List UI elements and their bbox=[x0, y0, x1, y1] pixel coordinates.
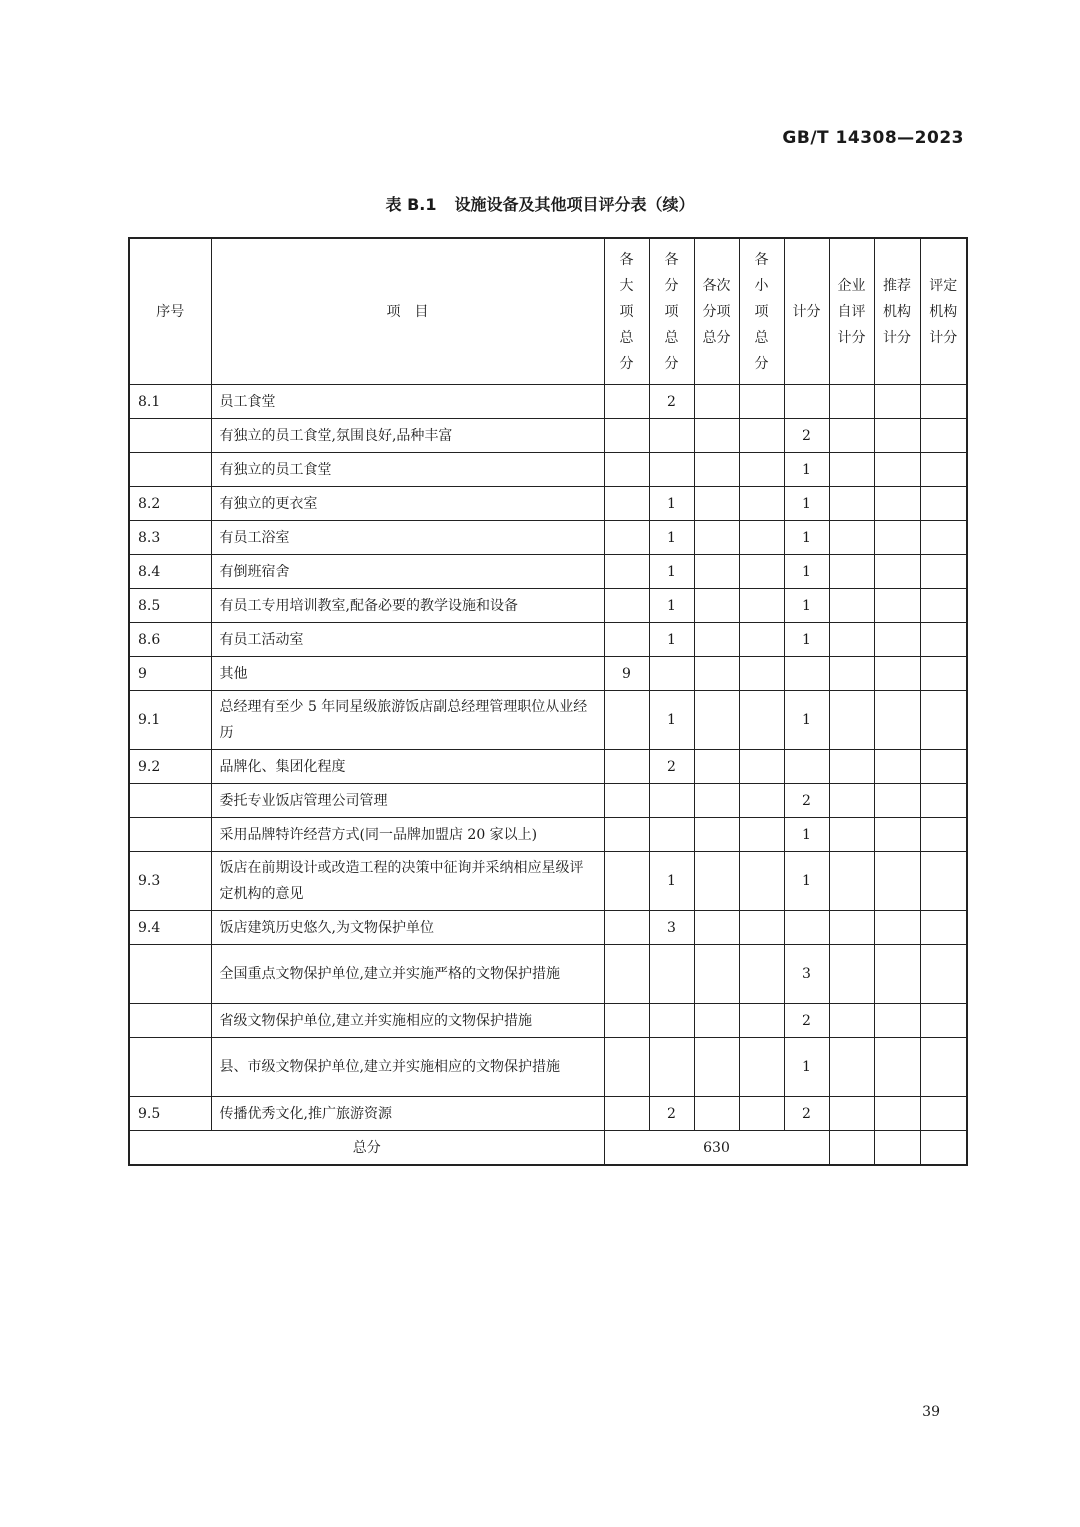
row-sub-total: 1 bbox=[649, 691, 694, 750]
row-major-total bbox=[604, 589, 649, 623]
row-seq: 8.2 bbox=[129, 487, 211, 521]
row-assess-score bbox=[920, 945, 967, 1004]
row-minor-total bbox=[739, 623, 784, 657]
row-recommend-score bbox=[874, 521, 920, 555]
row-score: 1 bbox=[784, 589, 829, 623]
row-seq: 8.3 bbox=[129, 521, 211, 555]
row-enterprise-score bbox=[829, 419, 874, 453]
row-recommend-score bbox=[874, 487, 920, 521]
row-assess-score bbox=[920, 911, 967, 945]
row-seq: 8.6 bbox=[129, 623, 211, 657]
row-secondary-total bbox=[694, 818, 739, 852]
row-major-total bbox=[604, 1038, 649, 1097]
row-item: 有员工活动室 bbox=[211, 623, 604, 657]
row-sub-total: 3 bbox=[649, 911, 694, 945]
row-recommend-score bbox=[874, 818, 920, 852]
row-enterprise-score bbox=[829, 911, 874, 945]
row-item: 全国重点文物保护单位,建立并实施严格的文物保护措施 bbox=[211, 945, 604, 1004]
row-sub-total: 1 bbox=[649, 487, 694, 521]
row-enterprise-score bbox=[829, 691, 874, 750]
row-item: 饭店在前期设计或改造工程的决策中征询并采纳相应星级评定机构的意见 bbox=[211, 852, 604, 911]
table-row bbox=[129, 453, 967, 487]
row-assess-score bbox=[920, 419, 967, 453]
row-recommend-score bbox=[874, 657, 920, 691]
row-assess-score bbox=[920, 852, 967, 911]
row-assess-score bbox=[920, 1038, 967, 1097]
row-major-total bbox=[604, 1097, 649, 1131]
row-assess-score bbox=[920, 784, 967, 818]
row-sub-total bbox=[649, 419, 694, 453]
row-assess-score bbox=[920, 385, 967, 419]
row-recommend-score bbox=[874, 555, 920, 589]
row-score: 1 bbox=[784, 487, 829, 521]
header-secondary-total: 各次 分项 总分 bbox=[694, 238, 739, 385]
row-minor-total bbox=[739, 487, 784, 521]
row-seq bbox=[129, 818, 211, 852]
row-major-total bbox=[604, 453, 649, 487]
row-item: 饭店建筑历史悠久,为文物保护单位 bbox=[211, 911, 604, 945]
row-minor-total bbox=[739, 818, 784, 852]
table-number: 表 B.1 bbox=[385, 195, 437, 214]
row-minor-total bbox=[739, 453, 784, 487]
row-score: 1 bbox=[784, 852, 829, 911]
row-secondary-total bbox=[694, 945, 739, 1004]
row-enterprise-score bbox=[829, 945, 874, 1004]
page-number: 39 bbox=[922, 1404, 940, 1420]
row-enterprise-score bbox=[829, 1038, 874, 1097]
row-item: 委托专业饭店管理公司管理 bbox=[211, 784, 604, 818]
row-sub-total bbox=[649, 818, 694, 852]
row-enterprise-score bbox=[829, 750, 874, 784]
row-score bbox=[784, 385, 829, 419]
row-score: 1 bbox=[784, 521, 829, 555]
table-row bbox=[129, 589, 967, 623]
row-assess-score bbox=[920, 521, 967, 555]
row-score: 3 bbox=[784, 945, 829, 1004]
row-sub-total bbox=[649, 945, 694, 1004]
row-major-total bbox=[604, 419, 649, 453]
row-major-total bbox=[604, 818, 649, 852]
row-seq: 9 bbox=[129, 657, 211, 691]
table-row bbox=[129, 945, 967, 1004]
row-recommend-score bbox=[874, 453, 920, 487]
row-assess-score bbox=[920, 691, 967, 750]
row-recommend-score bbox=[874, 911, 920, 945]
row-item: 省级文物保护单位,建立并实施相应的文物保护措施 bbox=[211, 1004, 604, 1038]
row-minor-total bbox=[739, 1097, 784, 1131]
row-item: 有倒班宿舍 bbox=[211, 555, 604, 589]
row-seq bbox=[129, 1038, 211, 1097]
row-item: 员工食堂 bbox=[211, 385, 604, 419]
row-secondary-total bbox=[694, 419, 739, 453]
row-sub-total: 1 bbox=[649, 521, 694, 555]
document-code: GB/T 14308—2023 bbox=[782, 128, 964, 148]
row-recommend-score bbox=[874, 623, 920, 657]
table-header-row bbox=[129, 238, 967, 385]
row-minor-total bbox=[739, 657, 784, 691]
row-seq bbox=[129, 945, 211, 1004]
row-enterprise-score bbox=[829, 521, 874, 555]
row-secondary-total bbox=[694, 1004, 739, 1038]
scoring-table bbox=[128, 237, 968, 1166]
row-seq: 8.5 bbox=[129, 589, 211, 623]
row-seq: 8.4 bbox=[129, 555, 211, 589]
row-minor-total bbox=[739, 1038, 784, 1097]
row-recommend-score bbox=[874, 945, 920, 1004]
table-row bbox=[129, 623, 967, 657]
row-major-total bbox=[604, 555, 649, 589]
row-score: 1 bbox=[784, 453, 829, 487]
row-sub-total bbox=[649, 784, 694, 818]
row-sub-total bbox=[649, 453, 694, 487]
row-item: 采用品牌特许经营方式(同一品牌加盟店 20 家以上) bbox=[211, 818, 604, 852]
row-minor-total bbox=[739, 750, 784, 784]
row-minor-total bbox=[739, 911, 784, 945]
row-enterprise-score bbox=[829, 1004, 874, 1038]
row-sub-total: 2 bbox=[649, 750, 694, 784]
row-enterprise-score bbox=[829, 784, 874, 818]
row-score bbox=[784, 657, 829, 691]
row-secondary-total bbox=[694, 852, 739, 911]
row-enterprise-score bbox=[829, 487, 874, 521]
row-recommend-score bbox=[874, 852, 920, 911]
row-score: 1 bbox=[784, 1038, 829, 1097]
row-minor-total bbox=[739, 385, 784, 419]
header-assess-score: 评定 机构 计分 bbox=[920, 238, 967, 385]
row-minor-total bbox=[739, 852, 784, 911]
table-row bbox=[129, 852, 967, 911]
header-major-total: 各 大 项 总 分 bbox=[604, 238, 649, 385]
row-assess-score bbox=[920, 589, 967, 623]
table-row bbox=[129, 657, 967, 691]
row-seq bbox=[129, 1004, 211, 1038]
row-recommend-score bbox=[874, 1038, 920, 1097]
row-minor-total bbox=[739, 945, 784, 1004]
row-assess-score bbox=[920, 1004, 967, 1038]
row-secondary-total bbox=[694, 521, 739, 555]
row-minor-total bbox=[739, 555, 784, 589]
row-major-total bbox=[604, 691, 649, 750]
row-item: 传播优秀文化,推广旅游资源 bbox=[211, 1097, 604, 1131]
row-assess-score bbox=[920, 1097, 967, 1131]
row-secondary-total bbox=[694, 453, 739, 487]
row-enterprise-score bbox=[829, 657, 874, 691]
table-row bbox=[129, 1004, 967, 1038]
table-row bbox=[129, 911, 967, 945]
row-sub-total: 1 bbox=[649, 589, 694, 623]
row-score: 2 bbox=[784, 1097, 829, 1131]
row-item: 有员工浴室 bbox=[211, 521, 604, 555]
row-secondary-total bbox=[694, 657, 739, 691]
row-score: 2 bbox=[784, 784, 829, 818]
table-row bbox=[129, 385, 967, 419]
header-recommend-score: 推荐 机构 计分 bbox=[874, 238, 920, 385]
row-enterprise-score bbox=[829, 453, 874, 487]
header-sub-total: 各 分 项 总 分 bbox=[649, 238, 694, 385]
row-recommend-score bbox=[874, 419, 920, 453]
row-assess-score bbox=[920, 555, 967, 589]
row-assess-score bbox=[920, 657, 967, 691]
row-enterprise-score bbox=[829, 385, 874, 419]
row-sub-total: 1 bbox=[649, 852, 694, 911]
header-score: 计分 bbox=[784, 238, 829, 385]
row-recommend-score bbox=[874, 589, 920, 623]
table-row bbox=[129, 521, 967, 555]
row-sub-total: 2 bbox=[649, 1097, 694, 1131]
row-recommend-score bbox=[874, 1097, 920, 1131]
row-seq: 9.4 bbox=[129, 911, 211, 945]
row-secondary-total bbox=[694, 623, 739, 657]
row-secondary-total bbox=[694, 1097, 739, 1131]
row-item: 品牌化、集团化程度 bbox=[211, 750, 604, 784]
row-item: 县、市级文物保护单位,建立并实施相应的文物保护措施 bbox=[211, 1038, 604, 1097]
row-seq bbox=[129, 784, 211, 818]
table-row bbox=[129, 750, 967, 784]
row-sub-total bbox=[649, 1004, 694, 1038]
table-row bbox=[129, 784, 967, 818]
row-recommend-score bbox=[874, 1004, 920, 1038]
row-major-total bbox=[604, 911, 649, 945]
total-label: 总分 bbox=[129, 1131, 604, 1166]
row-secondary-total bbox=[694, 385, 739, 419]
row-major-total bbox=[604, 623, 649, 657]
row-seq: 9.1 bbox=[129, 691, 211, 750]
row-seq bbox=[129, 419, 211, 453]
row-major-total bbox=[604, 487, 649, 521]
row-seq: 8.1 bbox=[129, 385, 211, 419]
table-title bbox=[0, 192, 1080, 215]
table-row bbox=[129, 1038, 967, 1097]
row-enterprise-score bbox=[829, 1097, 874, 1131]
row-sub-total bbox=[649, 1038, 694, 1097]
row-secondary-total bbox=[694, 784, 739, 818]
row-item: 其他 bbox=[211, 657, 604, 691]
header-item: 项 目 bbox=[211, 238, 604, 385]
row-sub-total: 1 bbox=[649, 623, 694, 657]
row-secondary-total bbox=[694, 555, 739, 589]
row-minor-total bbox=[739, 521, 784, 555]
row-item: 总经理有至少 5 年同星级旅游饭店副总经理管理职位从业经历 bbox=[211, 691, 604, 750]
table-row bbox=[129, 555, 967, 589]
row-sub-total bbox=[649, 657, 694, 691]
table-row bbox=[129, 487, 967, 521]
row-enterprise-score bbox=[829, 818, 874, 852]
row-minor-total bbox=[739, 589, 784, 623]
row-assess-score bbox=[920, 750, 967, 784]
row-major-total: 9 bbox=[604, 657, 649, 691]
row-major-total bbox=[604, 852, 649, 911]
row-enterprise-score bbox=[829, 623, 874, 657]
header-seq: 序号 bbox=[129, 238, 211, 385]
row-minor-total bbox=[739, 419, 784, 453]
row-recommend-score bbox=[874, 691, 920, 750]
row-enterprise-score bbox=[829, 852, 874, 911]
row-item: 有独立的员工食堂,氛围良好,品种丰富 bbox=[211, 419, 604, 453]
row-major-total bbox=[604, 1004, 649, 1038]
row-enterprise-score bbox=[829, 589, 874, 623]
row-score bbox=[784, 911, 829, 945]
row-assess-score bbox=[920, 623, 967, 657]
row-recommend-score bbox=[874, 784, 920, 818]
row-score: 1 bbox=[784, 818, 829, 852]
row-score: 1 bbox=[784, 691, 829, 750]
row-secondary-total bbox=[694, 750, 739, 784]
row-secondary-total bbox=[694, 691, 739, 750]
row-recommend-score bbox=[874, 750, 920, 784]
row-score: 1 bbox=[784, 555, 829, 589]
row-enterprise-score bbox=[829, 555, 874, 589]
row-item: 有员工专用培训教室,配备必要的教学设施和设备 bbox=[211, 589, 604, 623]
total-assess-cell bbox=[920, 1131, 967, 1166]
row-secondary-total bbox=[694, 911, 739, 945]
row-minor-total bbox=[739, 784, 784, 818]
row-assess-score bbox=[920, 453, 967, 487]
header-enterprise-score: 企业 自评 计分 bbox=[829, 238, 874, 385]
row-seq: 9.5 bbox=[129, 1097, 211, 1131]
row-major-total bbox=[604, 750, 649, 784]
row-assess-score bbox=[920, 487, 967, 521]
total-row bbox=[129, 1131, 967, 1166]
row-seq: 9.3 bbox=[129, 852, 211, 911]
row-major-total bbox=[604, 385, 649, 419]
total-recommend-cell bbox=[874, 1131, 920, 1166]
row-item: 有独立的更衣室 bbox=[211, 487, 604, 521]
row-score: 1 bbox=[784, 623, 829, 657]
total-enterprise-cell bbox=[829, 1131, 874, 1166]
table-row bbox=[129, 1097, 967, 1131]
row-sub-total: 1 bbox=[649, 555, 694, 589]
row-minor-total bbox=[739, 1004, 784, 1038]
header-minor-total: 各 小 项 总 分 bbox=[739, 238, 784, 385]
row-major-total bbox=[604, 945, 649, 1004]
row-score bbox=[784, 750, 829, 784]
row-assess-score bbox=[920, 818, 967, 852]
row-score: 2 bbox=[784, 1004, 829, 1038]
table-title-text: 设施设备及其他项目评分表（续） bbox=[454, 195, 695, 214]
row-minor-total bbox=[739, 691, 784, 750]
row-seq bbox=[129, 453, 211, 487]
row-recommend-score bbox=[874, 385, 920, 419]
table-row bbox=[129, 419, 967, 453]
table-row bbox=[129, 818, 967, 852]
table-row bbox=[129, 691, 967, 750]
row-major-total bbox=[604, 521, 649, 555]
row-seq: 9.2 bbox=[129, 750, 211, 784]
row-secondary-total bbox=[694, 589, 739, 623]
row-item: 有独立的员工食堂 bbox=[211, 453, 604, 487]
row-secondary-total bbox=[694, 487, 739, 521]
row-sub-total: 2 bbox=[649, 385, 694, 419]
row-major-total bbox=[604, 784, 649, 818]
row-secondary-total bbox=[694, 1038, 739, 1097]
row-score: 2 bbox=[784, 419, 829, 453]
total-value: 630 bbox=[604, 1131, 829, 1166]
